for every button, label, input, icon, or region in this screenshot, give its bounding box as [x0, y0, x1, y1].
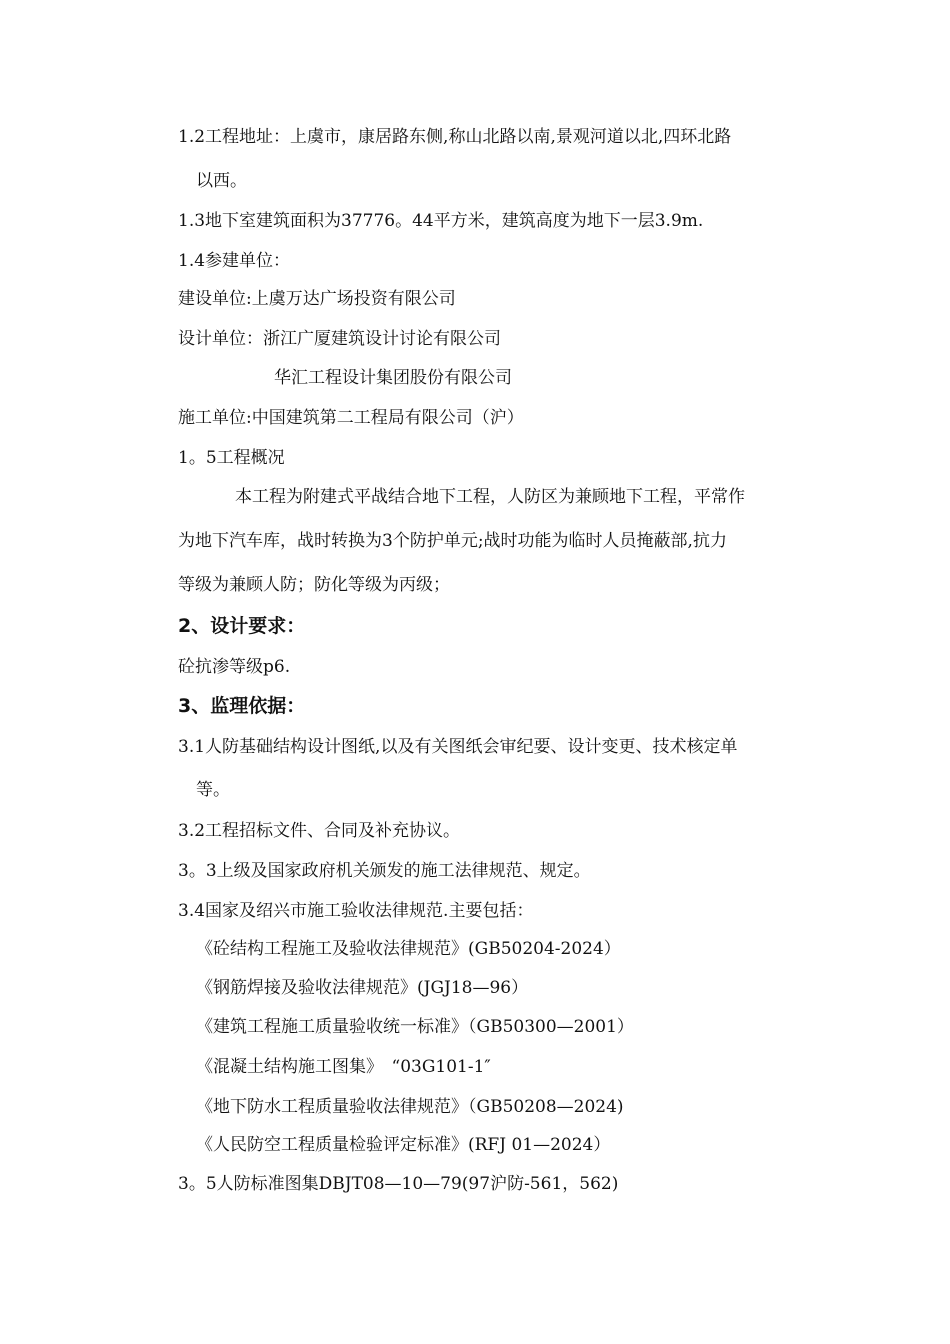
basis-item-3-3: 3。3上级及国家政府机关颁发的施工法律规范、规定。 [178, 861, 591, 881]
standard-item: 《砼结构工程施工及验收法律规范》(GB50204-2024） [196, 939, 621, 959]
construction-unit: 建设单位:上虞万达广场投资有限公司 [178, 289, 456, 309]
overview-paragraph-line-3: 等级为兼顾人防；防化等级为丙级； [178, 575, 450, 595]
builder-unit: 施工单位:中国建筑第二工程局有限公司（沪） [178, 408, 524, 428]
basis-item-3-2: 3.2工程招标文件、合同及补充协议。 [178, 821, 461, 841]
standard-item: 《人民防空工程质量检验评定标准》(RFJ 01—2024） [196, 1135, 611, 1155]
basis-item-3-1: 3.1人防基础结构设计图纸,以及有关图纸会审纪要、设计变更、技术核定单 [178, 737, 738, 757]
project-overview-title: 1。5工程概况 [178, 448, 285, 468]
overview-paragraph-line-2: 为地下汽车库，战时转换为3个防护单元;战时功能为临时人员掩蔽部,抗力 [178, 531, 727, 551]
overview-paragraph-line-1: 本工程为附建式平战结合地下工程，人防区为兼顾地下工程，平常作 [235, 487, 745, 507]
basement-area: 1.3地下室建筑面积为37776。44平方米，建筑高度为地下一层3.9m. [178, 211, 704, 231]
project-address-continued: 以西。 [196, 171, 247, 191]
standard-item: 《混凝土结构施工图集》 “03G101-1″ [196, 1057, 491, 1077]
standard-item: 《地下防水工程质量验收法律规范》（GB50208—2024) [196, 1097, 624, 1117]
supervision-basis-heading: 3、监理依据： [178, 695, 306, 717]
project-address: 1.2工程地址：上虞市，康居路东侧,称山北路以南,景观河道以北,四环北路 [178, 127, 732, 147]
basis-item-3-1-continued: 等。 [196, 780, 230, 800]
design-requirements-text: 砼抗渗等级p6. [178, 657, 291, 677]
design-unit-secondary: 华汇工程设计集团股份有限公司 [274, 368, 512, 388]
standard-item: 《钢筋焊接及验收法律规范》(JGJ18—96） [196, 978, 529, 998]
basis-item-3-5: 3。5人防标准图集DBJT08—10—79(97沪防-561，562) [178, 1174, 619, 1194]
basis-item-3-4: 3.4国家及绍兴市施工验收法律规范.主要包括： [178, 901, 534, 921]
participating-units-title: 1.4参建单位： [178, 251, 291, 271]
design-requirements-heading: 2、设计要求： [178, 615, 306, 637]
design-unit: 设计单位：浙江广厦建筑设计讨论有限公司 [178, 329, 501, 349]
standard-item: 《建筑工程施工质量验收统一标准》（GB50300—2001） [196, 1017, 634, 1037]
